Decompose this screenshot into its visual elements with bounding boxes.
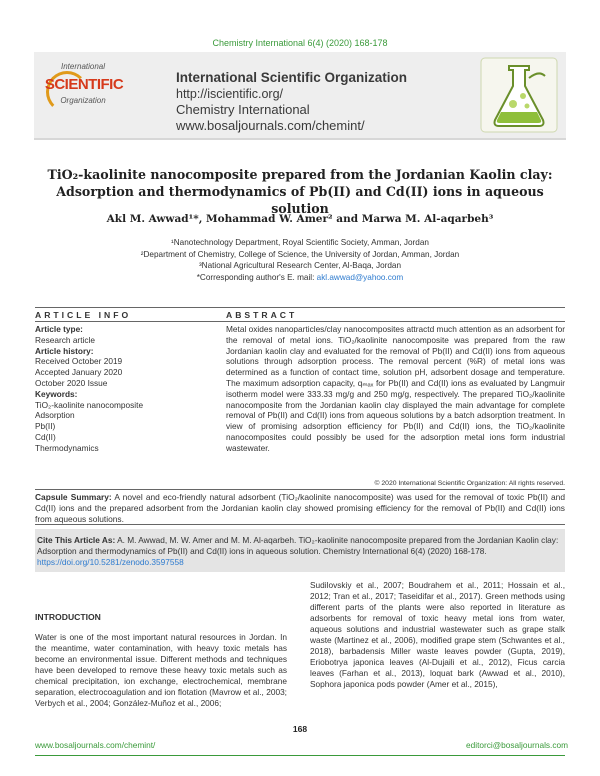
- corresponding-prefix: *Corresponding author's E. mail:: [196, 272, 317, 282]
- logo-text-scientific: SCIENTIFIC: [44, 76, 124, 93]
- accepted-date: Accepted January 2020: [35, 367, 123, 378]
- article-info-panel: [35, 324, 205, 454]
- keyword-item: Cd(II): [35, 431, 56, 442]
- paper-title-line-1: TiO₂-kaolinite nanocomposite prepared from the Jordanian Kaolin clay:: [47, 167, 553, 182]
- keyword-item: Adsorption: [35, 410, 75, 421]
- corresponding-author: [40, 272, 560, 284]
- keywords-label: Keywords:: [35, 388, 78, 399]
- cite-text: A. M. Awwad, M. W. Amer and M. M. Al-aqarbeh. TiO₂-kaolinite nanocomposite prepared from the Jordanian Kaolin clay: Adsorption and thermodynamics of Pb(II) and Cd(II) ions in aqueous solution. Chemistry International 6(4) (2020) 168-178.: [37, 535, 559, 556]
- divider-capsule-bottom: [35, 524, 565, 525]
- author-list: Akl M. Awwad¹*, Mohammad W. Amer² and Marwa M. Al-aqarbeh³: [106, 213, 494, 225]
- capsule-text: A novel and eco-friendly natural adsorbent (TiO₂/kaolinite nanocomposite) was used for the removal of toxic Pb(II) and Cd(II) ions and the prepared adsorbent from the Jordanian kaolin clay showed promising efficiency for the removal of Pb(II) and Cd(II) ions from aqueous solutions.: [35, 492, 565, 524]
- page-number: 168: [292, 724, 308, 734]
- footer-divider: [35, 755, 565, 756]
- banner-journal-name: Chemistry International: [176, 102, 310, 117]
- journal-banner: [34, 52, 566, 140]
- affiliation-2: ²Department of Chemistry, College of Science, the University of Jordan, Amman, Jordan: [140, 249, 460, 259]
- issue-date: October 2020 Issue: [35, 377, 108, 388]
- paper-title: [40, 166, 560, 217]
- capsule-label: Capsule Summary:: [35, 492, 112, 502]
- body-column-right: Sudilovskiy et al., 2007; Boudrahem et al., 2011; Hossain et al., 2012; Tran et al., 2017; Taseidifar et al., 2017). Green methods using different parts of the plants were also reported in literature as adsorbents for removal of toxic heavy metal ions from water, aqueous solutions and industrial wastewater such as grape stalk waste (Martinez et al., 2006), modified grape stem (Schwantes et al., 2018), barbadensis Miller waste leaves powder (Gupta, 2019), Eriobotrya japonica leaves (Al-Dujaili et al., 2012), Ficus carcia leaves (Farhan et al., 2013), loquat bark (Awwad et al., 2010), Sophora japonica pods powder (Amer et al., 2015),: [310, 580, 565, 689]
- divider-abstract-bottom: [35, 489, 565, 490]
- footer-editor-email[interactable]: editorci@bosaljournals.com: [466, 740, 569, 750]
- divider-top: [35, 307, 565, 308]
- article-type-label: Article type:: [35, 324, 83, 334]
- corresponding-email-link[interactable]: akl.awwad@yahoo.com: [316, 272, 404, 282]
- journal-citation-line: Chemistry International 6(4) (2020) 168-178: [212, 38, 388, 48]
- banner-org-url[interactable]: http://iscientific.org/: [176, 87, 283, 101]
- affiliations: [40, 237, 560, 283]
- logo-text-international: International: [60, 62, 106, 71]
- introduction-paragraph: Water is one of the most important natural resources in Jordan. In the meantime, water contamination, with heavy toxic metals has become an environmental issue. Different methods and techniques have been developed to remove these heavy toxic metals such as chemical precipitation, ion exchange, electrochemical, membrane separation, electrocoagulation and ion flotation (Mavrow et al., 2003; Verbych et al., 2004; González-Muñoz et al., 2006;: [35, 632, 287, 708]
- flask-logo-icon: [479, 56, 559, 134]
- footer-journal-url[interactable]: www.bosaljournals.com/chemint/: [35, 740, 156, 750]
- article-type-value: Research article: [35, 334, 95, 345]
- affiliation-3: ³National Agricultural Research Center, Al-Baqa, Jordan: [198, 261, 402, 270]
- introduction-heading: INTRODUCTION: [35, 612, 101, 622]
- logo-text-organization: Organization: [60, 96, 106, 105]
- copyright-notice: © 2020 International Scientific Organization: All rights reserved.: [374, 480, 565, 487]
- doi-link[interactable]: https://doi.org/10.5281/zenodo.3597558: [37, 557, 184, 567]
- banner-journal-url[interactable]: www.bosaljournals.com/chemint/: [176, 118, 365, 133]
- banner-text-block: [176, 70, 436, 134]
- abstract-heading: ABSTRACT: [226, 310, 298, 320]
- cite-text-block: [37, 535, 563, 568]
- capsule-summary: [35, 492, 565, 525]
- body-column-left: [35, 612, 287, 709]
- keyword-item: TiO₂-kaolinite nanocomposite: [35, 399, 144, 410]
- affiliation-1: ¹Nanotechnology Department, Royal Scientific Society, Amman, Jordan: [171, 238, 429, 247]
- iso-logo: [42, 62, 124, 126]
- divider-header-bottom: [35, 321, 565, 322]
- article-history-label: Article history:: [35, 345, 94, 356]
- paper-title-line-2: Adsorption and thermodynamics of Pb(II) and Cd(II) ions in aqueous solution: [56, 184, 544, 216]
- article-info-heading: ARTICLE INFO: [35, 310, 132, 320]
- received-date: Received October 2019: [35, 356, 123, 367]
- banner-org-name: International Scientific Organization: [176, 70, 408, 85]
- cite-label: Cite This Article As:: [37, 535, 116, 545]
- abstract-text: Metal oxides nanoparticles/clay nanocomposites attractd much attention as an adsorbent for the removal of metal ions. TiO₂/kaolinite nanocomposite was prepared from the raw Jordanian kaolin clay and evaluated for the removal of Pb(II) and Cd(II) ions from aqueous solutions through adsorption process. The removal percent (%R) of metal ions was determined as a function of contact time, solution pH, adsorbent dosage and temperature. The maximum adsorption capacity, qₘₐₓ for Pb(II) and Cd(II) ions as evaluated by Langmuir isotherm model were 333.33 mg/g and 250 mg/g, respectively. The prepared TiO₂/kaolinite nanocomposite from the Jordanian kaolin clay displayed the main advantage for complete removal of Pb(II) and Cd(II) ions from aqueous solutions by a batch adsorption treatment. In view of promising adsorption efficiency for Pb(II) and Cd(II) ions, the TiO₂/kaolinite nanocomposites could possibly be used for the adsorption metal ions form industrial wastewater.: [226, 324, 565, 453]
- keyword-item: Thermodynamics: [35, 442, 99, 453]
- keyword-item: Pb(II): [35, 421, 56, 432]
